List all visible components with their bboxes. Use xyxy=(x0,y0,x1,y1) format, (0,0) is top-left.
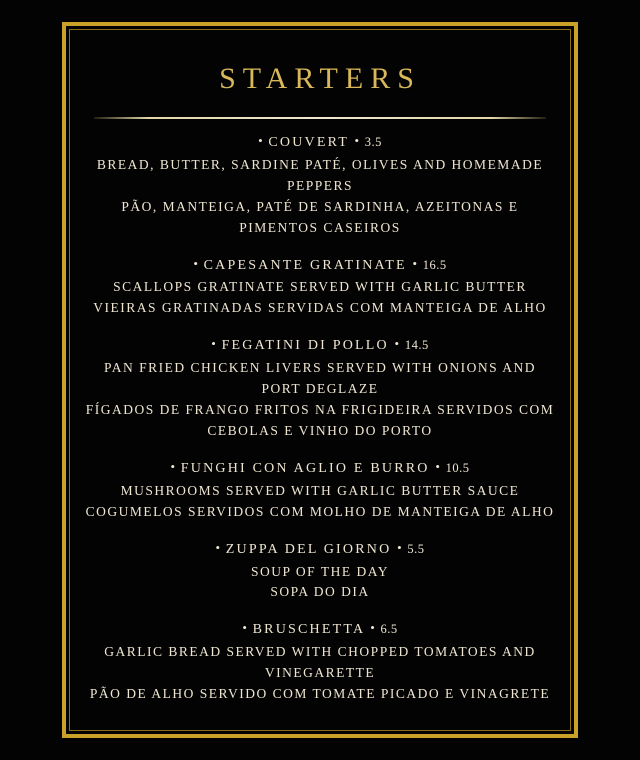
menu-item-description-pt: COGUMELOS SERVIDOS COM MOLHO DE MANTEIGA DE ALHO xyxy=(85,503,555,519)
menu-item-list xyxy=(80,133,560,705)
menu-item-description-pt: SOPA DO DIA xyxy=(270,584,370,600)
menu-item xyxy=(80,256,560,320)
menu-item-name: ZUPPA DEL GIORNO xyxy=(225,541,392,557)
bullet-icon: • xyxy=(258,133,263,148)
menu-item-heading xyxy=(80,620,560,640)
menu-item-price: 16.5 xyxy=(422,257,447,272)
menu-item-description-en: SCALLOPS GRATINATE SERVED WITH GARLIC BUTTER xyxy=(113,279,527,295)
bullet-icon: • xyxy=(412,255,418,271)
menu-item-heading xyxy=(80,256,560,276)
menu-item xyxy=(80,620,560,705)
bullet-icon: • xyxy=(215,539,221,555)
menu-item-name: FUNGHI CON AGLIO E BURRO xyxy=(180,460,430,476)
bullet-icon: • xyxy=(211,336,216,352)
bullet-icon: • xyxy=(193,255,198,271)
menu-item-name: COUVERT xyxy=(268,135,349,150)
menu-item-description-pt: VIEIRAS GRATINADAS SERVIDAS COM MANTEIGA DE ALHO xyxy=(93,300,547,316)
menu-item-description-pt: PÃO, MANTEIGA, PATÉ DE SARDINHA, AZEITONAS E PIMENTOS CASEIROS xyxy=(121,198,519,235)
menu-item-description-en: SOUP OF THE DAY xyxy=(251,563,389,579)
bullet-icon: • xyxy=(435,458,440,474)
menu-item xyxy=(80,459,560,523)
menu-item xyxy=(80,540,560,604)
menu-item-description-pt: FÍGADOS DE FRANGO FRITOS NA FRIGIDEIRA SERVIDOS COM CEBOLAS E VINHO DO PORTO xyxy=(85,402,555,438)
menu-item-name: CAPESANTE GRATINATE xyxy=(203,257,407,273)
bullet-icon: • xyxy=(394,336,400,352)
menu-item-description-pt: PÃO DE ALHO SERVIDO COM TOMATE PICADO E VINAGRETE xyxy=(89,686,551,702)
menu-item-description-en: BREAD, BUTTER, SARDINE PATÉ, OLIVES AND HOMEMADE PEPPERS xyxy=(96,156,544,193)
menu-item-price: 5.5 xyxy=(407,541,425,556)
menu-item-description-en: GARLIC BREAD SERVED WITH CHOPPED TOMATOES AND VINEGARETTE xyxy=(104,644,536,681)
menu-item-heading xyxy=(80,336,560,356)
menu-item-name: BRUSCHETTA xyxy=(252,622,365,638)
bullet-icon: • xyxy=(354,133,360,148)
title-divider xyxy=(94,117,546,119)
bullet-icon: • xyxy=(370,620,375,636)
menu-item-price: 10.5 xyxy=(445,460,470,475)
menu-item xyxy=(80,133,560,239)
menu-item-description-en: PAN FRIED CHICKEN LIVERS SERVED WITH ONIONS AND PORT DEGLAZE xyxy=(103,360,537,397)
menu-item-heading xyxy=(80,459,560,479)
bullet-icon: • xyxy=(242,620,247,636)
bullet-icon: • xyxy=(170,458,176,474)
menu-item-name: FEGATINI DI POLLO xyxy=(221,338,389,354)
menu-item-price: 3.5 xyxy=(364,135,382,149)
menu-content xyxy=(80,40,560,720)
page-title: STARTERS xyxy=(219,62,421,95)
menu-item-price: 14.5 xyxy=(404,338,429,353)
bullet-icon: • xyxy=(397,539,402,555)
menu-item-heading xyxy=(80,133,560,153)
menu-item-heading xyxy=(80,540,560,560)
menu-item-description-en: MUSHROOMS SERVED WITH GARLIC BUTTER SAUCE xyxy=(120,482,520,498)
menu-item-price: 6.5 xyxy=(380,622,398,637)
menu-item xyxy=(80,336,560,442)
